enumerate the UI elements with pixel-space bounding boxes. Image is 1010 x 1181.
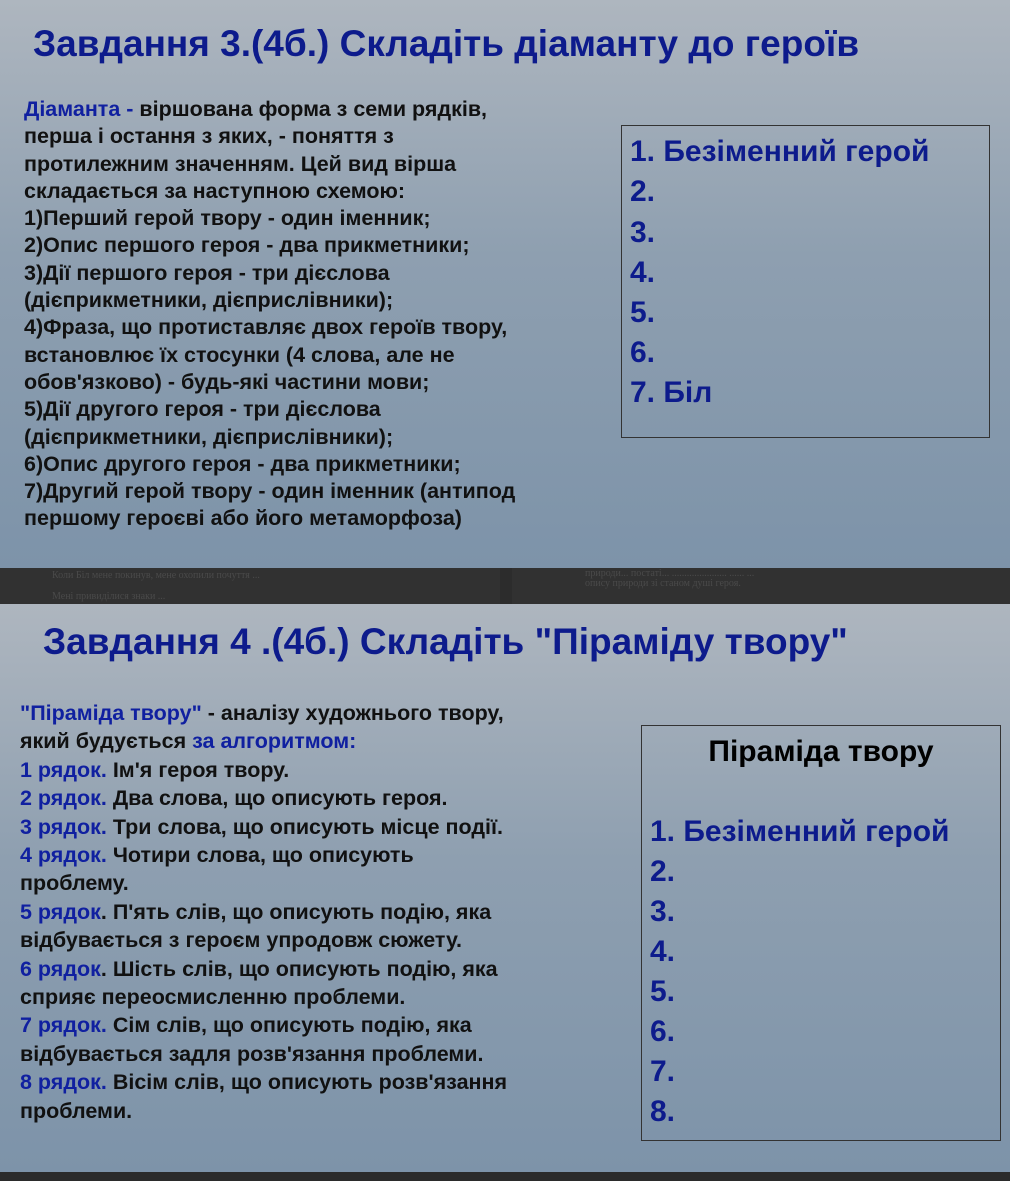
pyramid-line-2: 2. xyxy=(650,855,676,888)
strip-text: Коли Біл мене покинув, мене охопили почуття ... xyxy=(52,570,260,581)
description-line: перша і остання з яких, - поняття з xyxy=(24,124,394,149)
answer-line-3: 3. xyxy=(630,216,656,249)
answer-line-6: 6. xyxy=(630,336,656,369)
strip-text: Мені привиділися знаки ... xyxy=(52,591,166,602)
diamanta-description xyxy=(24,96,515,533)
scheme-step: 5)Дії другого героя - три дієслова xyxy=(24,397,381,422)
pyramid-answer-box xyxy=(641,725,1001,1141)
answer-line-4: 4. xyxy=(630,256,656,289)
scheme-step: першому героєві або його метаморфоза) xyxy=(24,506,462,531)
row-rule-1: 1 рядок. Ім'я героя твору. xyxy=(20,757,290,782)
scheme-step: 1)Перший герой твору - один іменник; xyxy=(24,206,431,231)
answer-line-1: 1. Безіменний герой xyxy=(630,135,930,168)
scheme-step: 2)Опис першого героя - два прикметники; xyxy=(24,233,470,258)
background-strip xyxy=(0,568,1010,604)
strip-text: природи... постаті... ...................... ...... ... xyxy=(585,568,755,579)
pyramid-description: "Піраміда твору" - аналізу художнього твору, який будується за алгоритмом: 1 рядок. Ім'я героя твору. 2 рядок. Два слова, що описують героя. 3 рядок. Три слова, що описують місце події. 4 рядок. Чотири слова, що описують проблему. 5 рядок. П'ять слів, що описують подію, яка відбувається з героєм упродовж сюжету. 6 рядок. Шість слів, що описують подію, яка сприяє переосмисленню проблеми. 7 рядок. Сім слів, що описують подію, яка відбувається задля розв'язання проблеми. 8 рядок. Вісім слів, що описують розв'язання проблеми. xyxy=(20,701,508,1123)
pyramid-line-4: 4. xyxy=(650,935,676,968)
task-4-title: Завдання 4 .(4б.) Складіть "Піраміду твору" xyxy=(43,621,848,662)
scheme-step: 6)Опис другого героя - два прикметники; xyxy=(24,451,461,476)
task-3-title: Завдання 3.(4б.) Складіть діаманту до героїв xyxy=(33,23,860,64)
scheme-step: 4)Фраза, що протиставляє двох героїв твору, xyxy=(24,315,508,340)
pyramid-line-3: 3. xyxy=(650,895,676,928)
description-line: протилежним значенням. Цей вид вірша xyxy=(24,151,457,176)
bottom-strip xyxy=(0,1172,1010,1181)
answer-line-2: 2. xyxy=(630,175,656,208)
scheme-step: обов'язково) - будь-які частини мови; xyxy=(24,369,430,394)
description-line: складається за наступною схемою: xyxy=(24,178,406,203)
pyramid-line-7: 7. xyxy=(650,1055,676,1088)
scheme-step: 7)Другий герой твору - один іменник (антипод xyxy=(24,479,516,504)
row-rule-4: 4 рядок. Чотири слова, що описують xyxy=(20,843,414,868)
pyramid-line-1: 1. Безіменний герой xyxy=(650,815,950,848)
scheme-step: (дієприкметники, дієприслівники); xyxy=(24,424,394,449)
slide-task-3 xyxy=(0,0,1010,568)
row-rule-2: 2 рядок. Два слова, що описують героя. xyxy=(20,786,448,811)
pyramid-line-8: 8. xyxy=(650,1095,676,1128)
pyramid-term: "Піраміда твору" xyxy=(20,701,202,725)
row-rule-5: 5 рядок. П'ять слів, що описують подію, яка xyxy=(20,899,492,924)
diamanta-term: Діаманта - xyxy=(24,97,134,121)
row-rule-8: 8 рядок. Вісім слів, що описують розв'язання xyxy=(20,1070,508,1095)
pyramid-line-5: 5. xyxy=(650,975,676,1008)
row-rule-6: 6 рядок. Шість слів, що описують подію, яка xyxy=(20,956,498,981)
answer-line-5: 5. xyxy=(630,296,656,329)
scheme-step: (дієприкметники, дієприслівники); xyxy=(24,288,394,313)
description-line: Діаманта - віршована форма з семи рядків, xyxy=(24,97,488,121)
row-rule-3: 3 рядок. Три слова, що описують місце події. xyxy=(20,814,503,839)
strip-text: опису природи зі станом душі героя. xyxy=(585,578,741,589)
pyramid-line-6: 6. xyxy=(650,1015,676,1048)
scheme-step: встановлює їх стосунки (4 слова, але не xyxy=(24,342,455,367)
diamanta-answer-box xyxy=(621,125,990,438)
row-rule-7: 7 рядок. Сім слів, що описують подію, яка xyxy=(20,1013,472,1038)
pyramid-box-title: Піраміда твору xyxy=(708,735,934,768)
algorithm-label: за алгоритмом: xyxy=(192,729,357,754)
scheme-step: 3)Дії першого героя - три дієслова xyxy=(24,260,390,285)
answer-line-7: 7. Біл xyxy=(630,376,713,409)
